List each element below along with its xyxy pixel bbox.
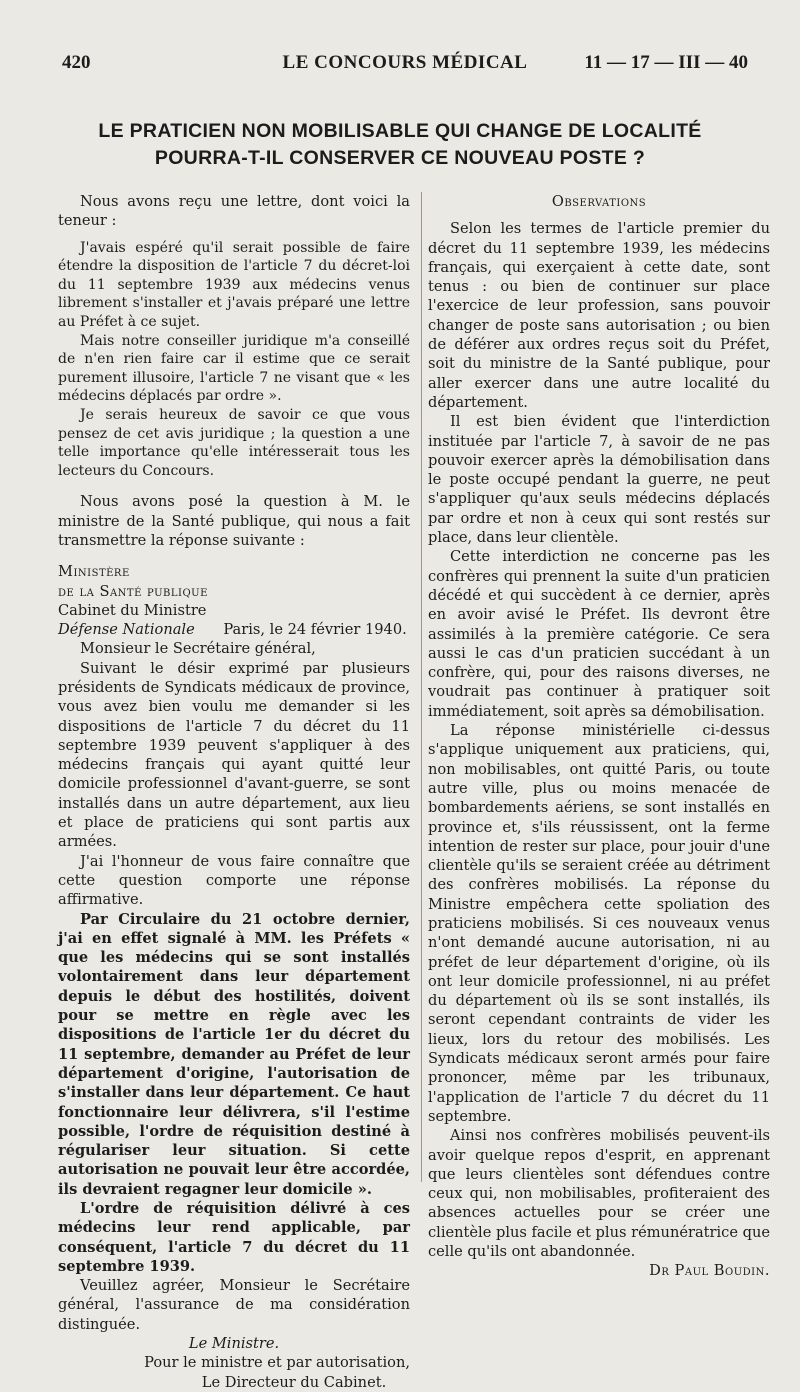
- signature-minister: Le Ministre.: [188, 1335, 280, 1353]
- defense-nationale: Défense Nationale: [58, 621, 195, 639]
- letter-paragraph: J'avais espéré qu'il serait possible de faire étendre la disposition de l'article 7 du décret-loi du 11 septembre 1939 aux médecins venus librement s'installer et j'avais préparé une lettre au Préfet à ce sujet.: [58, 239, 410, 330]
- closing-paragraph: Veuillez agréer, Monsieur le Secrétaire général, l'assurance de ma considération distinguée.: [58, 1277, 410, 1333]
- article-title: [60, 118, 740, 172]
- page-header: [62, 52, 748, 82]
- reply-paragraph-circular: Par Circulaire du 21 octobre dernier, j'ai en effet signalé à MM. les Préfets « que les médecins qui se sont installés volontairement dans leur département depuis le début des hostilités, doivent pour se mettre en règle avec les dispositions de l'article 1er du décret du 11 septembre, demander au Préfet de leur département d'origine, l'autorisation de s'installer dans leur département. Ce haut fonctionnaire leur délivrera, s'il l'estime possible, l'ordre de réquisition destiné à régulariser leur situation. Si cette autorisation ne pouvait leur être accordée, ils devraient regagner leur domicile ».: [58, 910, 410, 1198]
- right-column: [428, 192, 770, 1281]
- letter-paragraph: Mais notre conseiller juridique m'a conseillé de n'en rien faire car il estime que ce serait purement illusoire, l'article 7 ne visant que « les médecins déplacés par ordre ».: [58, 332, 410, 405]
- reply-paragraph: J'ai l'honneur de vous faire connaître que cette question comporte une réponse affirmative.: [58, 852, 410, 909]
- reader-letter: [58, 239, 410, 481]
- observation-paragraph: Selon les termes de l'article premier du décret du 11 septembre 1939, les médecins français, qui exerçaient à cette date, sont tenus : ou bien de continuer sur place l'exercice de leur profession, sans pouvoir changer de poste sans autorisation ; ou bien de déférer aux ordres reçus soit du Préfet, soit du ministre de la Santé publique, pour aller exercer dans une autre localité du département.: [428, 220, 770, 411]
- page-number: 420: [62, 52, 91, 73]
- journal-name: LE CONCOURS MÉDICAL: [282, 52, 528, 73]
- reply-paragraph: L'ordre de réquisition délivré à ces médecins leur rend applicable, par conséquent, l'article 7 du décret du 11 septembre 1939.: [58, 1200, 410, 1275]
- observation-paragraph: Cette interdiction ne concerne pas les confrères qui prennent la suite d'un praticien décédé et qui succèdent à ce dernier, après en avoir avisé le Préfet. Ils devront être assimilés à la première catégorie. Ce sera aussi le cas d'un praticien succédant à un confrère, qui, pour des raisons diverses, ne voudrait pas continuer à pratiquer soit immédiatement, soit après sa démobilisation.: [428, 548, 770, 720]
- observations-heading: Observations: [551, 193, 647, 210]
- signature-director: Le Directeur du Cabinet.: [201, 1373, 387, 1391]
- observation-paragraph: Ainsi nos confrères mobilisés peuvent-ils avoir quelque repos d'esprit, en apprenant que leurs clientèles sont défendues contre ceux qui, non mobilisables, profiteraient des absences actuelles pour se créer une clientèle plus facile et plus rémunératrice que celle qu'ils ont abandonnée.: [428, 1127, 770, 1261]
- reply-paragraph: Suivant le désir exprimé par plusieurs présidents de Syndicats médicaux de province, vous avez bien voulu me demander si les dispositions de l'article 7 du décret du 11 septembre 1939 peuvent s'appliquer à des médecins français qui ayant quitté leur domicile professionnel d'avant-guerre, se sont installés dans un autre département, aux lieu et place de praticiens qui sont partis aux armées.: [58, 659, 410, 851]
- left-column: [58, 192, 410, 1392]
- title-line-2: POURRA-T-IL CONSERVER CE NOUVEAU POSTE ?: [154, 147, 646, 169]
- ministry-heading: Ministère: [58, 563, 130, 581]
- issue-date: 11 — 17 — III — 40: [584, 52, 748, 73]
- question-paragraph: Nous avons posé la question à M. le ministre de la Santé publique, qui nous a fait transmettre la réponse suivante :: [58, 493, 410, 549]
- author-signature: Dr Paul Boudin.: [649, 1262, 770, 1280]
- place-date: Paris, le 24 février 1940.: [223, 621, 407, 639]
- cabinet-line: Cabinet du Ministre: [58, 601, 207, 619]
- letter-paragraph: Je serais heureux de savoir ce que vous pensez de cet avis juridique ; la question a une telle importance qu'elle intéresserait tous les lecteurs du Concours.: [58, 406, 410, 479]
- observation-paragraph: Il est bien évident que l'interdiction instituée par l'article 7, à savoir de ne pas pouvoir exercer après la démobilisation dans le poste occupé pendant la guerre, ne peut s'appliquer qu'aux seuls médecins déplacés par ordre et non à ceux qui sont restés sur place, dans leur clientèle.: [428, 413, 770, 547]
- observation-paragraph: La réponse ministérielle ci-dessus s'applique uniquement aux praticiens, qui, non mobilisables, ont quitté Paris, ou toute autre ville, plus ou moins menacée de bombardements aériens, se sont installés en province et, s'ils réussissent, ont la ferme intention de rester sur place, pour jouir d'une clientèle qu'ils se seraient créée au détriment des confrères mobilisés. La réponse du Ministre empêchera cette spoliation des praticiens mobilisés. Si ces nouveaux venus n'ont demandé aucune autorisation, ni au préfet de leur département d'origine, où ils ont leur domicile professionnel, ni au préfet du département où ils se sont installés, ils seront cependant contraints de vider les lieux, lors du retour des mobilisés. Les Syndicats médicaux seront armés pour faire prononcer, même par les tribunaux, l'application de l'article 7 du décret du 11 septembre.: [428, 722, 770, 1125]
- ministry-subheading: de la Santé publique: [58, 582, 208, 600]
- title-line-1: LE PRATICIEN NON MOBILISABLE QUI CHANGE DE LOCALITÉ: [98, 120, 702, 142]
- salutation: Monsieur le Secrétaire général,: [80, 640, 316, 658]
- defense-line: [58, 620, 410, 639]
- signature-line: Pour le ministre et par autorisation,: [144, 1354, 410, 1372]
- intro-paragraph: Nous avons reçu une lettre, dont voici la teneur :: [58, 193, 410, 230]
- column-divider: [421, 192, 422, 1182]
